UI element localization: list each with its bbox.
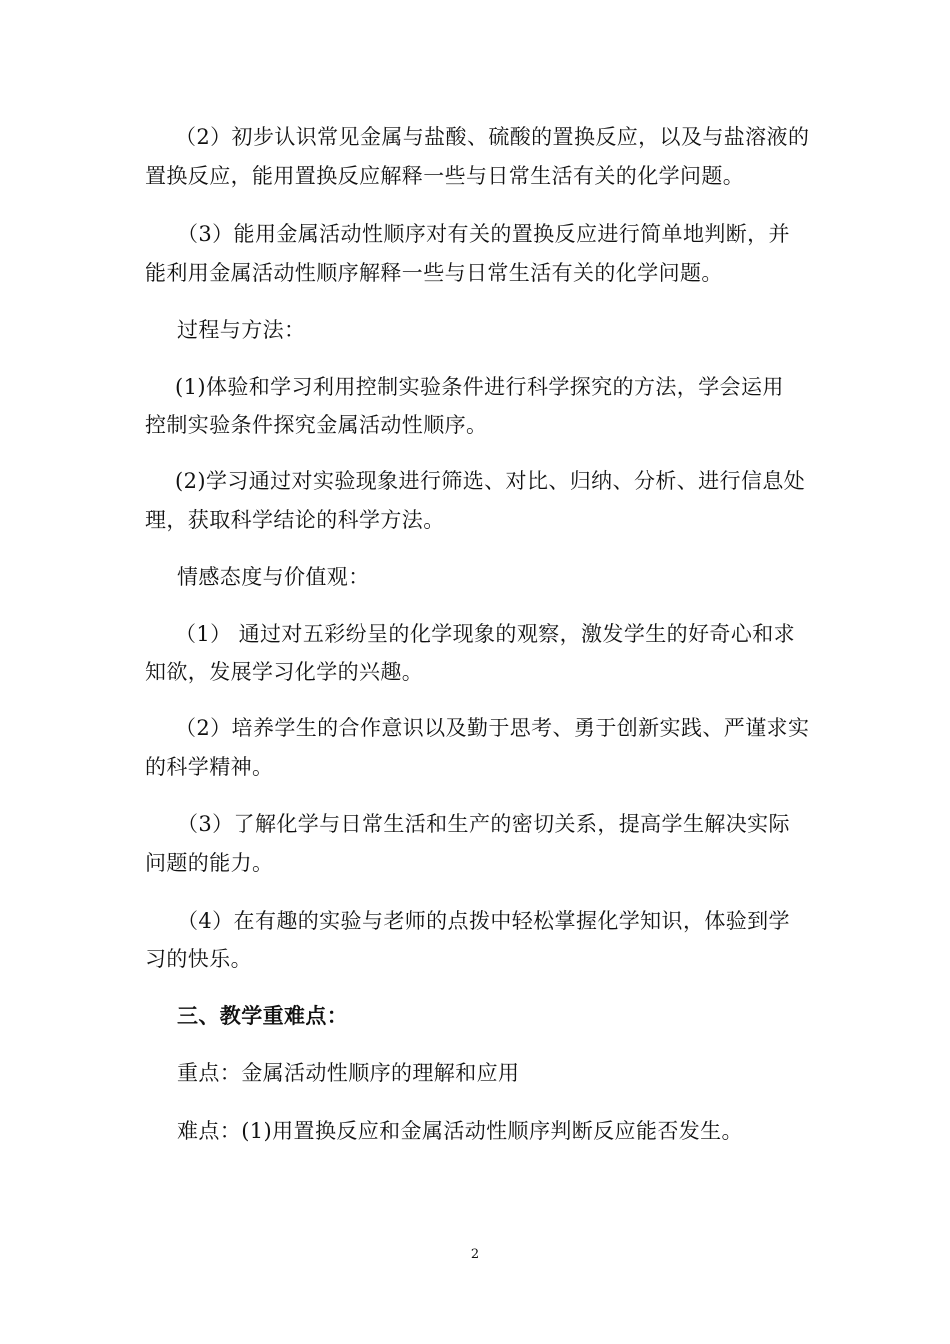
section-heading-key-points: 三、教学重难点： — [177, 1003, 349, 1028]
text-line-4: 能利用金属活动性顺序解释一些与日常生活有关的化学问题。 — [145, 261, 723, 285]
text-line-6: (1)体验和学习利用控制实验条件进行科学探究的方法，学会运用 — [175, 375, 784, 399]
text-line-3: （3）能用金属活动性顺序对有关的置换反应进行简单地判断，并 — [177, 222, 790, 246]
text-line-11: （1） 通过对五彩纷呈的化学现象的观察，激发学生的好奇心和求 — [175, 622, 796, 646]
text-line-1: （2）初步认识常见金属与盐酸、硫酸的置换反应，以及与盐溶液的 — [175, 125, 810, 149]
text-line-18: 习的快乐。 — [145, 947, 252, 971]
text-line-9: 理，获取科学结论的科学方法。 — [145, 508, 445, 532]
text-line-15: （3）了解化学与日常生活和生产的密切关系，提高学生解决实际 — [177, 812, 790, 836]
difficulty-line: 难点：(1)用置换反应和金属活动性顺序判断反应能否发生。 — [177, 1119, 743, 1143]
section-heading-attitude-values: 情感态度与价值观： — [177, 565, 370, 589]
text-line-13: （2）培养学生的合作意识以及勤于思考、勇于创新实践、严谨求实 — [175, 716, 810, 740]
text-line-12: 知欲，发展学习化学的兴趣。 — [145, 660, 424, 684]
text-line-8: (2)学习通过对实验现象进行筛选、对比、归纳、分析、进行信息处 — [175, 469, 806, 493]
text-line-7: 控制实验条件探究金属活动性顺序。 — [145, 413, 488, 437]
page-number: 2 — [470, 1247, 480, 1262]
text-line-14: 的科学精神。 — [145, 755, 274, 779]
key-point-line: 重点：金属活动性顺序的理解和应用 — [177, 1061, 520, 1085]
text-line-2: 置换反应，能用置换反应解释一些与日常生活有关的化学问题。 — [145, 164, 745, 188]
text-line-16: 问题的能力。 — [145, 851, 274, 875]
section-heading-process-methods: 过程与方法： — [177, 318, 306, 342]
text-line-17: （4）在有趣的实验与老师的点拨中轻松掌握化学知识，体验到学 — [177, 909, 790, 933]
